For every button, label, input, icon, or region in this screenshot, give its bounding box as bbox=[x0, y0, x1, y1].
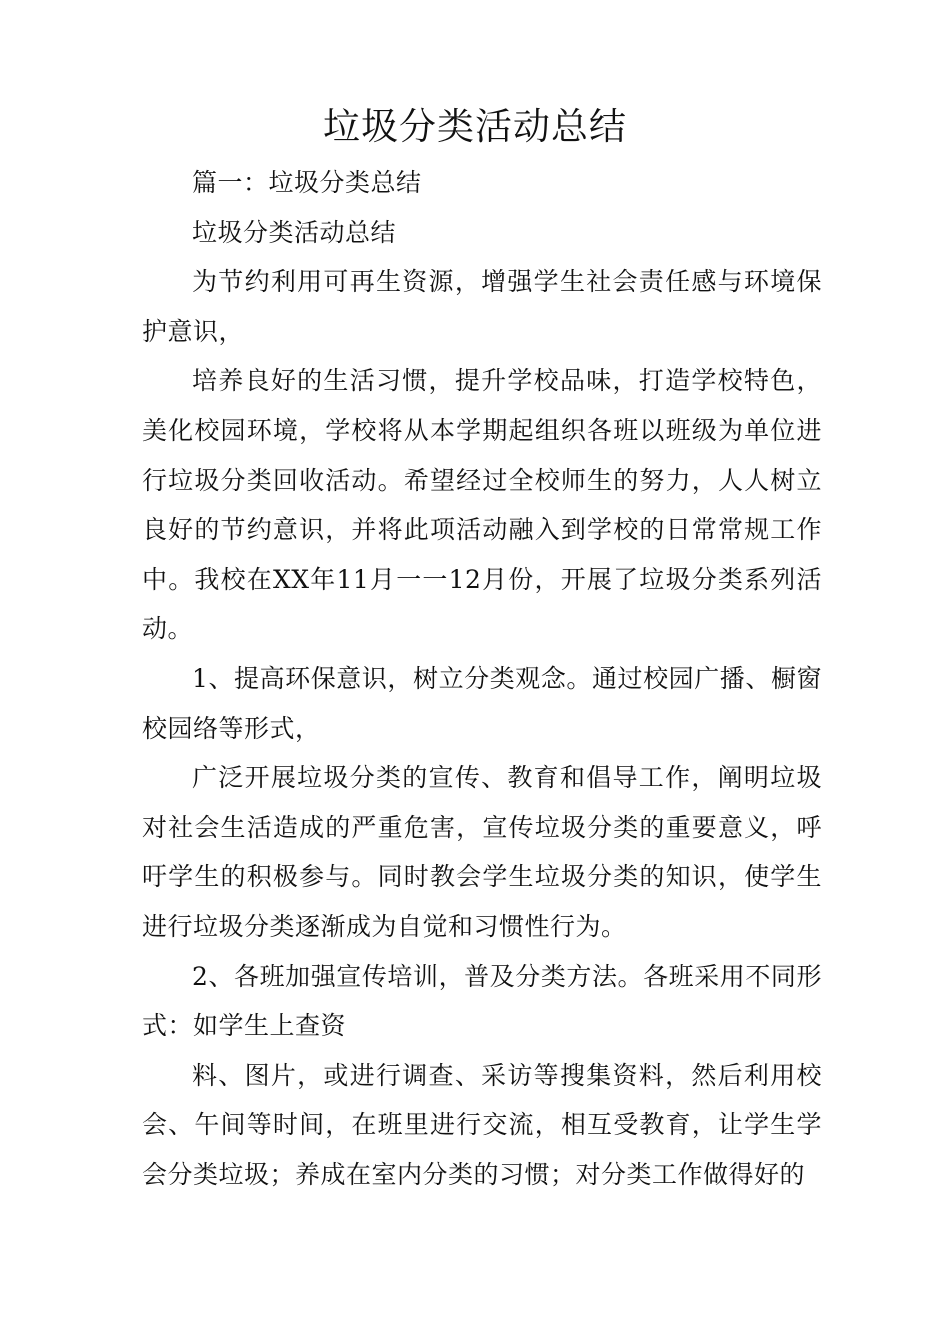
paragraph-item-1: 1、提高环保意识，树立分类观念。通过校园广播、橱窗校园络等形式， bbox=[142, 663, 822, 743]
paragraph-item-1-detail: 广泛开展垃圾分类的宣传、教育和倡导工作，阐明垃圾对社会生活造成的严重危害，宣传垃圾分类的重要意义，呼吁学生的积极参与。同时教会学生垃圾分类的知识，使学生进行垃圾分类逐渐成为自觉和习惯性行为。 bbox=[142, 763, 822, 941]
section-heading: 篇一：垃圾分类总结 bbox=[192, 168, 422, 197]
paragraph-intro: 为节约利用可再生资源，增强学生社会责任感与环境保护意识， bbox=[142, 267, 822, 346]
document-body bbox=[142, 158, 822, 1199]
paragraph-item-2: 2、各班加强宣传培训，普及分类方法。各班采用不同形式：如学生上查资 bbox=[142, 961, 822, 1041]
paragraph-item-2-detail: 料、图片，或进行调查、采访等搜集资料，然后利用校会、午间等时间，在班里进行交流，相互受教育，让学生学会分类垃圾；养成在室内分类的习惯；对分类工作做得好的 bbox=[142, 1060, 822, 1189]
subheading: 垃圾分类活动总结 bbox=[192, 217, 397, 247]
paragraph-goals: 培养良好的生活习惯，提升学校品味，打造学校特色，美化校园环境，学校将从本学期起组织各班以班级为单位进行垃圾分类回收活动。希望经过全校师生的努力，人人树立良好的节约意识，并将此项活动融入到学校的日常常规工作中。我校在XX年11月一一12月份，开展了垃圾分类系列活动。 bbox=[142, 366, 822, 644]
document-title: 垃圾分类活动总结 bbox=[323, 105, 627, 148]
